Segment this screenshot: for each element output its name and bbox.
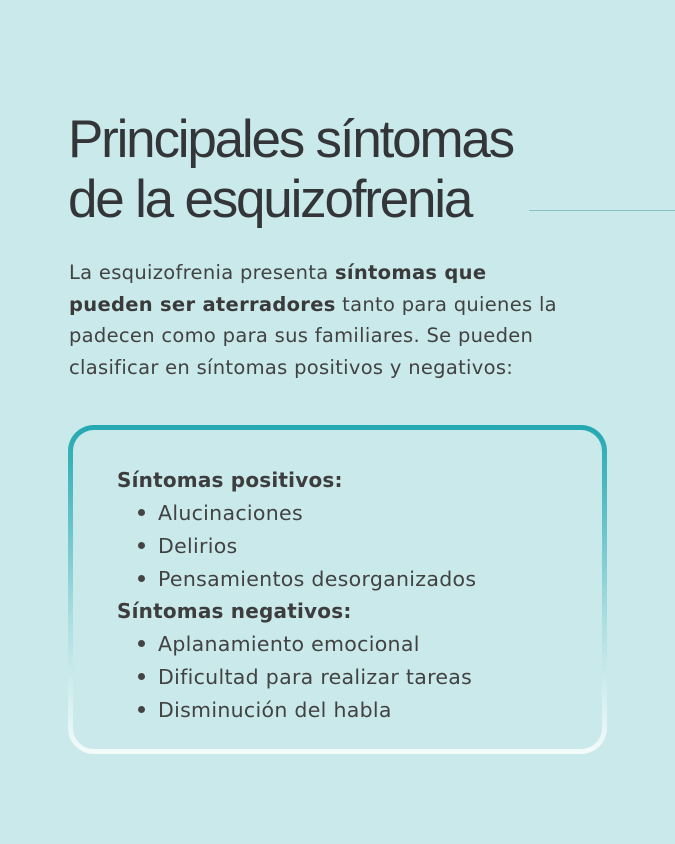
intro-paragraph [69, 257, 629, 383]
symptoms-card-body [73, 430, 602, 749]
intro-text-1: La esquizofrenia presenta [69, 261, 335, 284]
intro-text-2: tanto para quienes la [335, 292, 557, 316]
intro-bold-1: síntomas que [334, 261, 487, 284]
list-item [134, 497, 602, 530]
bullet-icon [138, 575, 145, 582]
intro-bold-2: pueden ser aterradores [69, 292, 336, 316]
bullet-icon [138, 640, 145, 647]
intro-line-1 [69, 257, 629, 289]
symptoms-card [68, 425, 607, 754]
bullet-icon [138, 706, 145, 713]
bullet-icon [138, 673, 145, 680]
list-item [134, 530, 602, 563]
list-item-label: Dificultad para realizar tareas [158, 665, 473, 690]
bullet-icon [138, 542, 145, 549]
list-item-label: Aplanamiento emocional [158, 632, 420, 657]
list-item-label: Pensamientos desorganizados [158, 566, 477, 591]
negative-symptoms-heading: Síntomas negativos: [117, 599, 352, 624]
list-item [134, 628, 602, 661]
intro-line-4: clasificar en síntomas positivos y negativos: [69, 355, 514, 379]
list-item-label: Delirios [158, 533, 238, 558]
page-title [68, 110, 513, 230]
intro-line-3: padecen como para sus familiares. Se pueden [69, 324, 534, 348]
bullet-icon [138, 509, 145, 516]
title-line-1: Principales síntomas [68, 110, 513, 169]
intro-line-2 [69, 289, 629, 321]
title-line-2: de la esquizofrenia [68, 170, 472, 229]
list-item [134, 661, 602, 694]
positive-symptoms-list [117, 497, 602, 595]
list-item [134, 694, 602, 727]
list-item-label: Alucinaciones [158, 501, 303, 525]
accent-divider [529, 210, 675, 211]
list-item-label: Disminución del habla [158, 697, 392, 722]
positive-symptoms-heading: Síntomas positivos: [117, 468, 343, 492]
negative-symptoms-list [117, 628, 602, 726]
list-item [134, 563, 602, 596]
